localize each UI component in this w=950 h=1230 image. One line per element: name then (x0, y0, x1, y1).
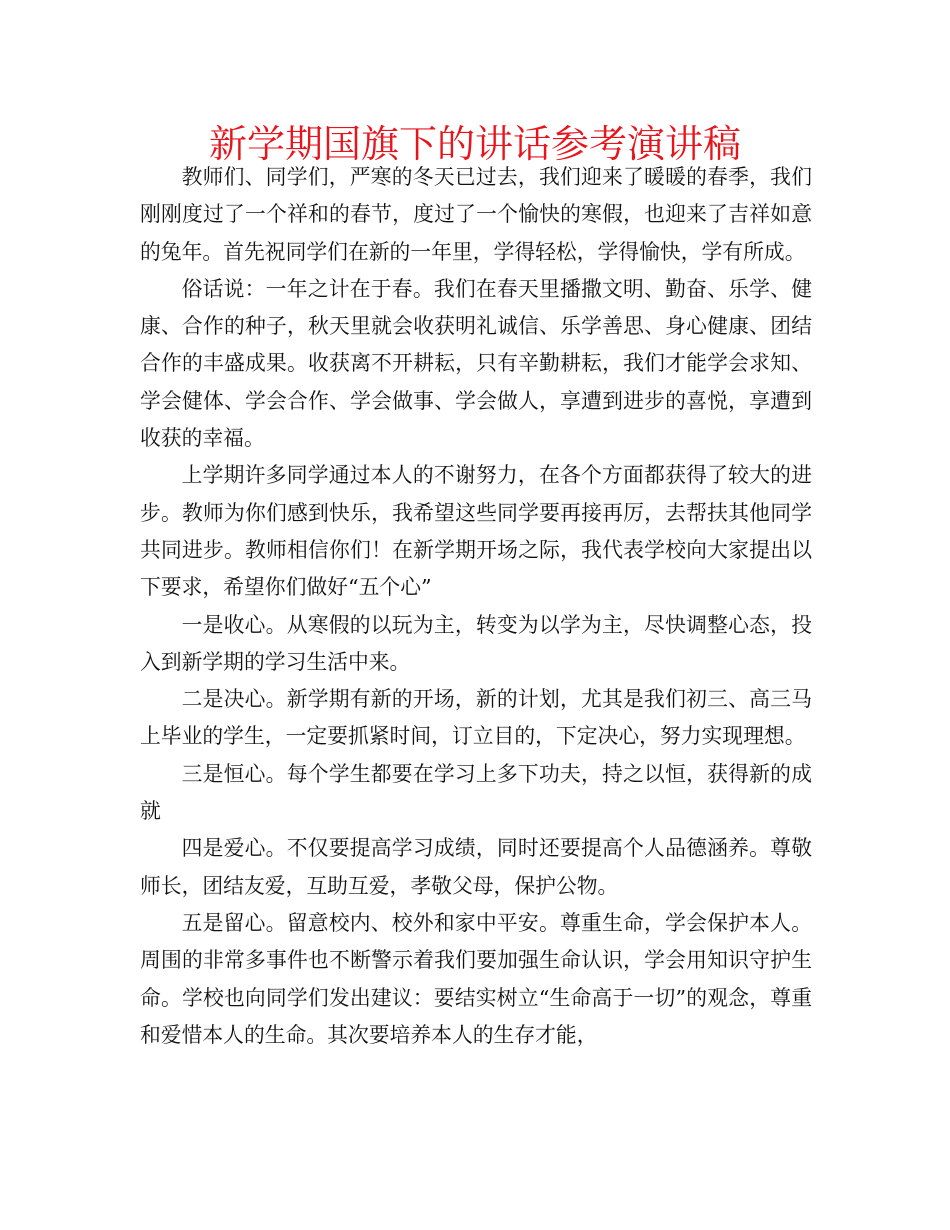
paragraph-fourth-heart: 四是爱心。不仅要提高学习成绩，同时还要提高个人品德涵养。尊敬师长，团结友爱，互助互爱，孝敬父母，保护公物。 (140, 836, 812, 898)
document-title: 新学期国旗下的讲话参考演讲稿 (208, 122, 741, 166)
paragraph-proverb: 俗话说：一年之计在于春。我们在春天里播撒文明、勤奋、乐学、健康、合作的种子，秋天里就会收获明礼诚信、乐学善思、身心健康、团结合作的丰盛成果。收获离不开耕耘，只有辛勤耕耘，我们才能学会求知、学会健体、学会合作、学会做事、学会做人，享遭到进步的喜悦，享遭到收获的幸福。 (140, 276, 812, 451)
paragraph-third-heart: 三是恒心。每个学生都要在学习上多下功夫，持之以恒，获得新的成就 (140, 761, 812, 824)
paragraph-fifth-heart: 五是留心。留意校内、校外和家中平安。尊重生命，学会保护本人。周围的非常多事件也不断警示着我们要加强生命认识，学会用知识守护生命。学校也向同学们发出建议：要结实树立“生命高于一切”的观念，尊重和爱惜本人的生命。其次要培养本人的生存才能， (140, 910, 812, 1047)
paragraph-second-heart: 二是决心。新学期有新的开场，新的计划，尤其是我们初三、高三马上毕业的学生，一定要抓紧时间，订立目的，下定决心，努力实现理想。 (140, 687, 812, 749)
document-body (140, 159, 812, 1054)
paragraph-first-heart: 一是收心。从寒假的以玩为主，转变为以学为主，尽快调整心态，投入到新学期的学习生活中来。 (140, 612, 812, 674)
paragraph-greeting: 教师们、同学们，严寒的冬天已过去，我们迎来了暖暖的春季，我们刚刚度过了一个祥和的春节，度过了一个愉快的寒假，也迎来了吉祥如意的兔年。首先祝同学们在新的一年里，学得轻松，学得愉快，学有所成。 (140, 165, 812, 264)
paragraph-last-semester: 上学期许多同学通过本人的不谢努力，在各个方面都获得了较大的进步。教师为你们感到快乐，我希望这些同学要再接再厉，去帮扶其他同学共同进步。教师相信你们！在新学期开场之际，我代表学校向大家提出以下要求，希望你们做好“五个心” (140, 463, 812, 600)
